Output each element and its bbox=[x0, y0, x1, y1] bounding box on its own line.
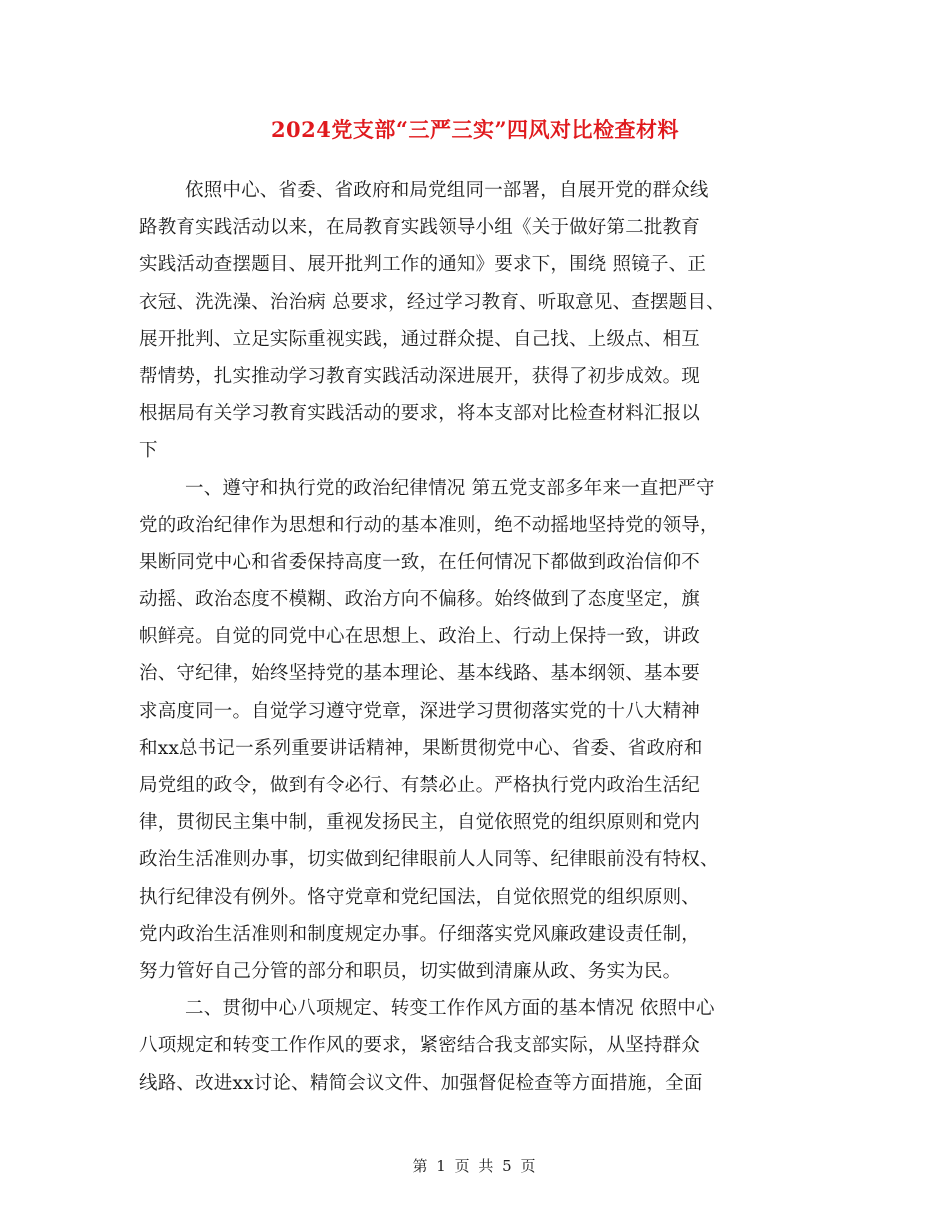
page-footer: 第 1 页 共 5 页 bbox=[412, 1157, 538, 1175]
paragraph-line: 二、贯彻中心八项规定、转变工作作风方面的基本情况 依照中心 bbox=[185, 998, 715, 1020]
paragraph-line: 党的政治纪律作为思想和行动的基本准则，绝不动摇地坚持党的领导， bbox=[139, 514, 719, 536]
paragraph-line: 依照中心、省委、省政府和局党组同一部署，自展开党的群众线 bbox=[185, 180, 709, 201]
paragraph-line: 实践活动查摆题目、展开批判工作的通知》要求下，围绕 照镜子、正 bbox=[139, 254, 707, 276]
paragraph-line: 努力管好自己分管的部分和职员，切实做到清廉从政、务实为民。 bbox=[139, 960, 682, 982]
paragraph-line: 线路、改进xx讨论、精简会议文件、加强督促检查等方面措施，全面 bbox=[139, 1072, 703, 1094]
paragraph-line: 下 bbox=[139, 440, 158, 462]
paragraph-line: 衣冠、洗洗澡、治治病 总要求，经过学习教育、听取意见、查摆题目、 bbox=[139, 291, 725, 313]
paragraph-line: 治、守纪律，始终坚持党的基本理论、基本线路、基本纲领、基本要 bbox=[139, 663, 701, 685]
paragraph-line: 帜鲜亮。自觉的同党中心在思想上、政治上、行动上保持一致，讲政 bbox=[139, 626, 701, 648]
paragraph-line: 展开批判、立足实际重视实践，通过群众提、自己找、上级点、相互 bbox=[139, 328, 701, 350]
paragraph-line: 一、遵守和执行党的政治纪律情况 第五党支部多年来一直把严守 bbox=[185, 477, 715, 499]
paragraph-line: 政治生活准则办事，切实做到纪律眼前人人同等、纪律眼前没有特权、 bbox=[139, 849, 719, 871]
paragraph-line: 路教育实践活动以来，在局教育实践领导小组《关于做好第二批教育 bbox=[139, 217, 701, 239]
paragraph-line: 局党组的政令，做到有令必行、有禁必止。严格执行党内政治生活纪 bbox=[139, 775, 701, 796]
paragraph-line: 求高度同一。自觉学习遵守党章，深进学习贯彻落实党的十八大精神 bbox=[139, 700, 701, 722]
paragraph-line: 律，贯彻民主集中制，重视发扬民主，自觉依照党的组织原则和党内 bbox=[139, 812, 701, 834]
paragraph-line: 八项规定和转变工作作风的要求，紧密结合我支部实际，从坚持群众 bbox=[139, 1035, 701, 1057]
paragraph-line: 党内政治生活准则和制度规定办事。仔细落实党风廉政建设责任制， bbox=[139, 923, 701, 945]
paragraph-line: 帮情势，扎实推动学习教育实践活动深进展开，获得了初步成效。现 bbox=[139, 365, 701, 387]
paragraph-line: 和xx总书记一系列重要讲话精神，果断贯彻党中心、省委、省政府和 bbox=[139, 737, 703, 759]
paragraph-line: 根据局有关学习教育实践活动的要求，将本支部对比检查材料汇报以 bbox=[139, 403, 701, 425]
document-title: 2024党支部“三严三实”四风对比检查材料 bbox=[270, 117, 680, 142]
document-body bbox=[139, 172, 819, 1102]
paragraph-line: 执行纪律没有例外。恪守党章和党纪国法，自觉依照党的组织原则、 bbox=[139, 886, 701, 908]
paragraph-line: 果断同党中心和省委保持高度一致，在任何情况下都做到政治信仰不 bbox=[139, 551, 701, 573]
paragraph-line: 动摇、政治态度不模糊、政治方向不偏移。始终做到了态度坚定，旗 bbox=[139, 589, 701, 611]
